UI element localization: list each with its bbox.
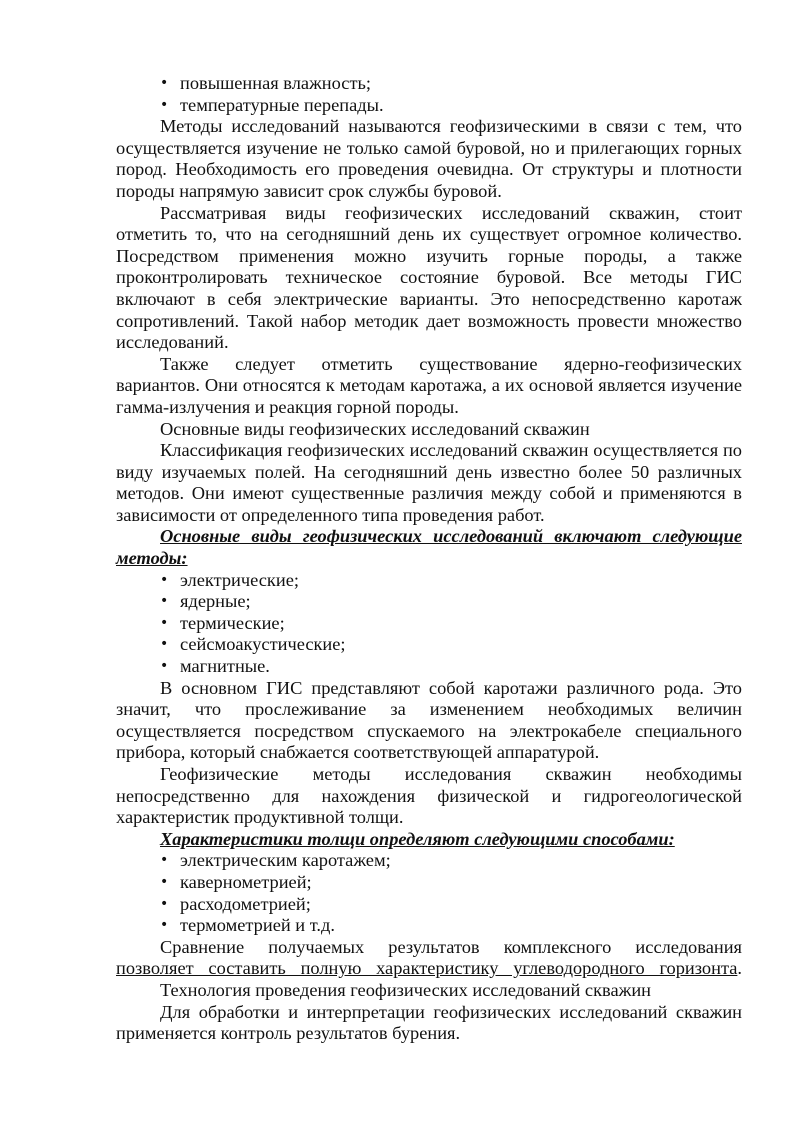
paragraph-types-overview: Рассматривая виды геофизических исследований скважин, стоит отметить то, что на сегодняшний день их существует огромное количество. Посредством применения можно изучить горные породы, а также проконтролировать техническое состояние буровой. Все методы ГИС включают в себя электрические варианты. Это непосредственно каротаж сопротивлений. Такой набор методик дает возможность провести множество исследований.: [116, 202, 742, 353]
list-methods: [116, 570, 742, 678]
paragraph-logging: В основном ГИС представляют собой каротажи различного рода. Это значит, что прослеживание за изменением необходимых величин осуществляется посредством спускаемого на электрокабеле специального прибора, который снабжается соответствующей аппаратурой.: [116, 677, 742, 763]
paragraph-classification: Классификация геофизических исследований скважин осуществляется по виду изучаемых полей. На сегодняшний день известно более 50 различных методов. Они имеют существенные различия между собой и применяются в зависимости от определенного типа проведения работ.: [116, 440, 742, 525]
paragraph-necessity: Геофизические методы исследования скважин необходимы непосредственно для нахождения физической и гидрогеологической характеристик продуктивной толщи.: [116, 764, 742, 828]
heading-main-methods: Основные виды геофизических исследований включают следующие методы:: [116, 526, 742, 569]
list-item: • расходометрией;: [116, 894, 742, 916]
list-item: • сейсмоакустические;: [116, 634, 742, 656]
list-item: • термометрией и т.д.: [116, 915, 742, 937]
heading-characteristics: Характеристики толщи определяют следующими способами:: [160, 828, 675, 849]
list-conditions: [116, 73, 742, 116]
paragraph-section-title-types: Основные виды геофизических исследований скважин: [160, 418, 590, 439]
list-item: • повышенная влажность;: [116, 73, 742, 95]
list-characteristic-methods: [116, 850, 742, 936]
list-item: • кавернометрией;: [116, 872, 742, 894]
list-item: • температурные перепады.: [116, 95, 742, 117]
paragraph-section-title-technology: Технология проведения геофизических исследований скважин: [160, 979, 652, 1000]
list-item: • электрическим каротажем;: [116, 850, 742, 872]
list-item: • магнитные.: [116, 656, 742, 678]
list-item: • термические;: [116, 613, 742, 635]
paragraph-comparison: [116, 937, 742, 980]
comparison-underlined-text: позволяет составить полную характеристику углеводородного горизонта: [116, 958, 738, 979]
comparison-text: Сравнение получаемых результатов комплексного исследования: [160, 936, 742, 957]
paragraph-nuclear-methods: Также следует отметить существование ядерно-геофизических вариантов. Они относятся к методам каротажа, а их основой является изучение гамма-излучения и реакция горной породы.: [116, 353, 742, 417]
document-page: [116, 73, 742, 1045]
list-item: • электрические;: [116, 570, 742, 592]
comparison-period: .: [737, 958, 742, 979]
paragraph-geophysical-methods: Методы исследований называются геофизическими в связи с тем, что осуществляется изучение не только самой буровой, но и прилегающих горных пород. Необходимость его проведения очевидна. От структуры и плотности породы напрямую зависит срок службы буровой.: [116, 116, 742, 201]
paragraph-processing: Для обработки и интерпретации геофизических исследований скважин применяется контроль результатов бурения.: [116, 1001, 742, 1044]
list-item: • ядерные;: [116, 591, 742, 613]
